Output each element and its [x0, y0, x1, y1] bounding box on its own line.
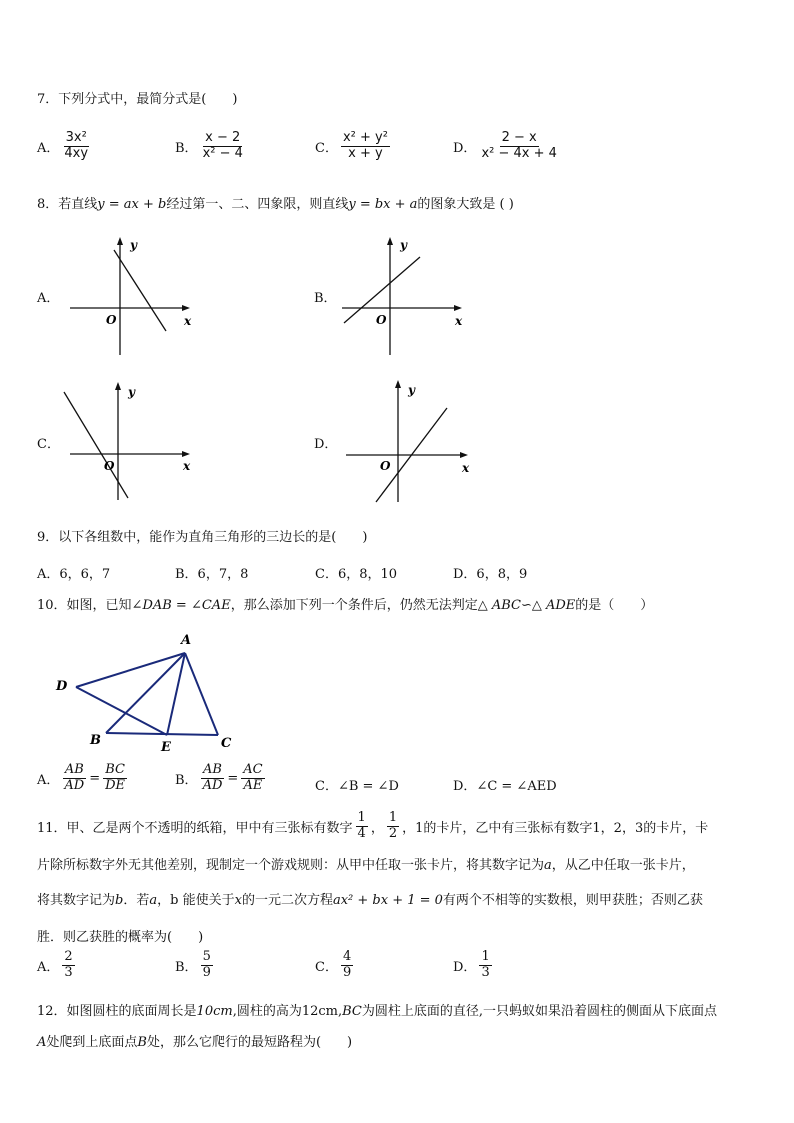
numerator: BC: [105, 762, 125, 777]
q9-option-b: B．6，7，8: [175, 567, 249, 582]
origin-label: O: [376, 313, 387, 327]
text: 的图象大致是 ( ): [417, 197, 514, 212]
numerator: x² + y²: [342, 130, 388, 145]
denominator: 4: [357, 825, 366, 841]
separator: ，: [370, 820, 384, 836]
text: ，从乙中任取一张卡片，: [551, 858, 695, 873]
q8-option-c-label: C．: [37, 437, 60, 452]
segment-BC: [106, 733, 218, 735]
q12-line1: [37, 1000, 717, 1019]
q8-graph-c: [62, 380, 197, 505]
text: 的一元二次方程: [241, 893, 333, 908]
point-name: A: [37, 1035, 47, 1050]
q9-option-c: C．6，8，10: [315, 567, 398, 582]
fraction-one-half: [387, 811, 399, 842]
origin-label: O: [380, 459, 391, 473]
origin-label: O: [104, 459, 115, 473]
text: 将其数字记为: [37, 893, 116, 908]
q7-stem: 7．下列分式中，最简分式是( ): [37, 92, 238, 107]
option-letter: A．: [37, 140, 60, 156]
numerator: 4: [342, 949, 352, 964]
equation: y = ax + b: [97, 197, 167, 212]
q11-option-a: [37, 950, 78, 981]
q11-line2: [37, 854, 695, 873]
text: 片除所标数字外无其他差别，现制定一个游戏规则：从甲中任取一张卡片，将其数字记为: [37, 858, 545, 873]
numerator: x − 2: [205, 130, 241, 145]
x-label: x: [462, 461, 470, 475]
option-letter: A．: [37, 772, 60, 788]
q7-option-a: [37, 131, 93, 162]
fraction: [341, 950, 353, 981]
fraction: [479, 131, 558, 162]
label-E: E: [161, 740, 171, 755]
q7-option-c: [315, 131, 393, 162]
y-axis-arrow: [115, 382, 121, 390]
q10-option-a: [37, 763, 130, 794]
numerator: 2: [64, 949, 73, 964]
y-label: y: [130, 238, 137, 252]
fraction: [479, 950, 491, 981]
q7-option-b: [175, 131, 248, 162]
x-axis-arrow: [454, 305, 462, 311]
denominator: 3: [481, 964, 490, 980]
denominator: AD: [202, 777, 223, 793]
numerator: AB: [64, 762, 84, 777]
q8-graph-d: [342, 378, 477, 506]
y-label: y: [408, 383, 415, 397]
q9-option-d: D．6，8，9: [453, 567, 528, 582]
variable: b: [115, 893, 124, 908]
q10-option-b: [175, 763, 268, 794]
q11-option-c: [315, 950, 356, 981]
option-letter: D．: [453, 779, 477, 794]
q7-option-d: [453, 131, 562, 162]
q11-line3: [37, 889, 703, 908]
x-label: x: [184, 314, 192, 328]
q8-option-a-label: A．: [37, 291, 60, 306]
denominator: 9: [202, 964, 211, 980]
text: 12．如图圆柱的底面周长是: [37, 1004, 197, 1019]
q8-option-b-label: B．: [314, 291, 337, 306]
q11-option-d: [453, 950, 495, 981]
fraction: [241, 763, 264, 794]
equation: ax² + bx + 1 = 0: [332, 893, 443, 908]
denominator: DE: [105, 777, 126, 793]
text: 处爬到上底面点: [46, 1035, 138, 1050]
q10-option-c: [315, 775, 399, 794]
q11-line4: 胜．则乙获胜的概率为( ): [37, 930, 204, 945]
y-label: y: [400, 238, 407, 252]
denominator: AD: [64, 777, 85, 793]
q8-option-d-label: D．: [314, 437, 338, 452]
x-label: x: [183, 459, 191, 473]
denominator: x² − 4: [202, 145, 243, 161]
equation: y = bx + a: [348, 197, 418, 212]
text: 处，那么它爬行的最短路程为( ): [146, 1035, 353, 1050]
fraction: [201, 950, 213, 981]
segment-DE: [76, 687, 167, 735]
option-letter: B．: [175, 140, 198, 156]
numerator: AB: [202, 762, 222, 777]
text: ，b 能使关于: [157, 893, 235, 908]
denominator: AE: [243, 777, 263, 793]
q10-triangle-figure: [50, 628, 250, 756]
option-letter: C．: [315, 959, 338, 975]
option-letter: D．: [453, 140, 477, 156]
q10-stem: [37, 594, 653, 613]
condition: ∠DAB = ∠CAE: [131, 598, 231, 613]
variable: a: [149, 893, 158, 908]
fraction: [201, 131, 245, 162]
denominator: x² − 4x + 4: [481, 145, 557, 161]
y-axis-arrow: [117, 237, 123, 245]
text: ．若: [123, 893, 150, 908]
option-letter: B．: [175, 772, 198, 788]
option-text: ∠C = ∠AED: [476, 779, 557, 794]
denominator: 2: [388, 825, 398, 841]
label-D: D: [56, 679, 68, 694]
fraction-one-quarter: [356, 811, 368, 842]
q11-line1: [37, 811, 708, 842]
q8-graph-a: [68, 235, 198, 360]
numerator: 5: [202, 949, 211, 964]
denominator: 4xy: [64, 145, 89, 161]
variable: x: [234, 893, 242, 908]
fraction: [201, 763, 225, 794]
numerator: AC: [243, 762, 263, 777]
fraction: [341, 131, 390, 162]
text: 10．如图，已知: [37, 598, 132, 613]
text: ，1的卡片，乙中有三张标有数字1，2，3的卡片，卡: [402, 820, 709, 836]
fraction: [62, 763, 86, 794]
option-letter: A．: [37, 959, 60, 975]
label-A: A: [181, 633, 192, 648]
value: 10cm: [196, 1004, 233, 1019]
x-axis-arrow: [182, 305, 190, 311]
equals: =: [89, 770, 101, 786]
numerator: 1: [388, 810, 398, 825]
text: 为圆柱上底面的直径,一只蚂蚁如果沿着圆柱的侧面从下底面点: [361, 1004, 718, 1019]
option-letter: B．: [175, 959, 198, 975]
text: 8．若直线: [37, 197, 98, 212]
similarity: △ ABC∽△ ADE: [477, 598, 576, 613]
origin-label: O: [106, 313, 117, 327]
q9-stem: 9．以下各组数中，能作为直角三角形的三边长的是( ): [37, 530, 368, 545]
fraction: [103, 763, 127, 794]
option-letter: C．: [315, 779, 338, 794]
x-axis-arrow: [182, 451, 190, 457]
option-letter: D．: [453, 959, 477, 975]
q12-line2: [37, 1031, 352, 1050]
numerator: 1: [481, 949, 490, 964]
option-text: ∠B = ∠D: [337, 779, 399, 794]
fraction: [62, 950, 74, 981]
numerator: 1: [357, 810, 366, 825]
text: 的是（ ）: [575, 598, 654, 613]
text: ，那么添加下列一个条件后，仍然无法判定: [230, 598, 478, 613]
q8-stem: [37, 193, 514, 212]
q8-graph-b: [340, 235, 470, 360]
y-axis-arrow: [395, 380, 401, 388]
fraction: [62, 131, 90, 162]
x-axis-arrow: [460, 452, 468, 458]
label-B: B: [90, 733, 101, 748]
numerator: 3x²: [65, 130, 87, 145]
y-axis-arrow: [387, 237, 393, 245]
y-label: y: [128, 385, 135, 399]
segment-AC: [185, 653, 218, 735]
equals: =: [227, 770, 239, 786]
segment-name: BC: [342, 1004, 362, 1019]
numerator: 2 − x: [501, 130, 537, 145]
x-label: x: [455, 314, 463, 328]
text: ,圆柱的高为12cm,: [232, 1004, 343, 1019]
variable: a: [544, 858, 552, 873]
graph-line: [114, 250, 166, 331]
q11-option-b: [175, 950, 216, 981]
label-C: C: [221, 736, 232, 751]
text: 经过第一、二、四象限，则直线: [166, 197, 349, 212]
segment-AE: [167, 653, 185, 735]
option-letter: C．: [315, 140, 338, 156]
denominator: x + y: [348, 145, 383, 161]
denominator: 9: [342, 964, 352, 980]
q10-option-d: [453, 775, 557, 794]
q9-option-a: A．6，6，7: [37, 567, 111, 582]
text: 有两个不相等的实数根，则甲获胜；否则乙获: [442, 893, 703, 908]
point-name: B: [137, 1035, 147, 1050]
text: 11．甲、乙是两个不透明的纸箱，甲中有三张标有数字: [37, 820, 353, 836]
denominator: 3: [64, 964, 73, 980]
